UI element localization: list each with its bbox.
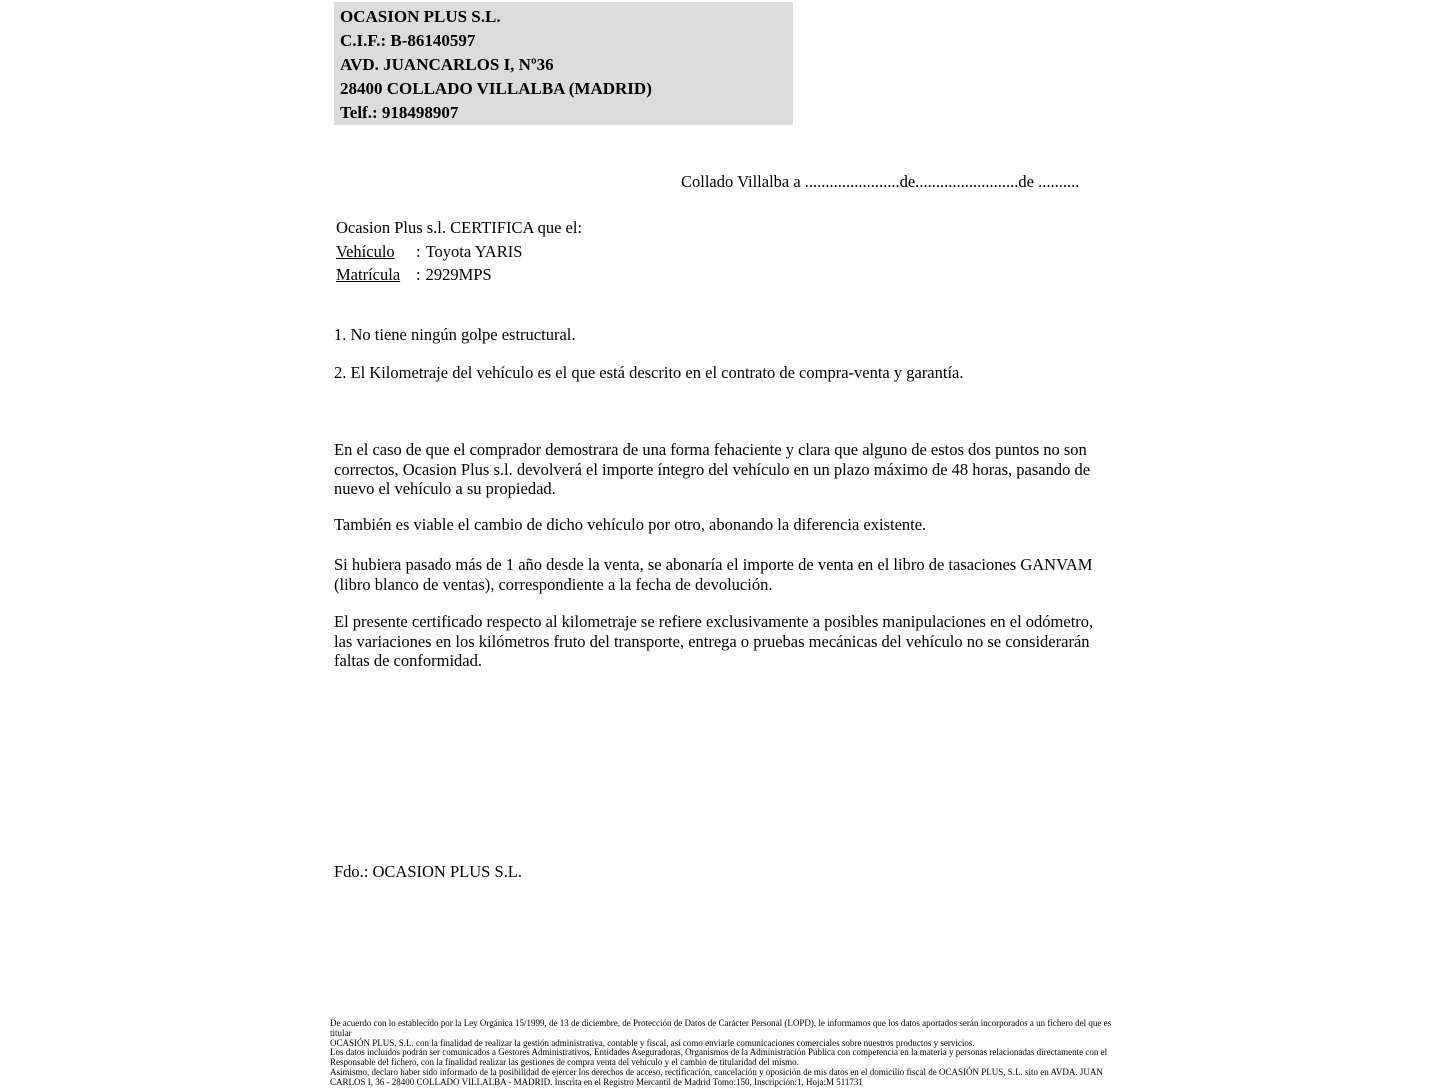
legal-footer <box>330 1019 1112 1088</box>
signature-line: Fdo.: OCASION PLUS S.L. <box>334 862 522 881</box>
plate-label: Matrícula <box>336 265 401 284</box>
plate-field-row <box>336 263 582 287</box>
vehicle-separator: : <box>416 241 421 261</box>
plate-value: 2929MPS <box>425 265 492 284</box>
plate-separator: : <box>416 265 421 284</box>
vehicle-label: Vehículo <box>336 241 395 261</box>
odometer-paragraph: El presente certificado respecto al kilometraje se refiere exclusivamente a posibles manipulaciones en el odómetro, las variaciones en los kilómetros fruto del transporte, entrega o pruebas mecánicas del vehículo no se considerarán faltas de conformidad. <box>334 612 1094 671</box>
ganvam-paragraph: Si hubiera pasado más de 1 año desde la venta, se abonaría el importe de venta en el libro de tasaciones GANVAM (libro blanco de ventas), correspondiente a la fecha de devolución. <box>334 555 1093 594</box>
certificate-point-1: 1. No tiene ningún golpe estructural. <box>334 325 576 344</box>
legal-line-1: De acuerdo con lo establecido por la Ley Orgánica 15/1999, de 13 de diciembre, de Protección de Datos de Carácter Personal (LOPD), le informamos que los datos aportados serán incorporados a un fichero del que es titular <box>330 1018 1112 1038</box>
certificate-intro: Ocasion Plus s.l. CERTIFICA que el: <box>336 218 583 237</box>
certificate-point-2: 2. El Kilometraje del vehículo es el que está descrito en el contrato de compra-venta y garantía. <box>334 363 964 382</box>
company-header-box <box>334 2 793 125</box>
exchange-paragraph: También es viable el cambio de dicho vehículo por otro, abonando la diferencia existente. <box>334 515 927 534</box>
vehicle-field-row <box>336 240 582 264</box>
company-address: AVD. JUANCARLOS I, Nº36 <box>340 55 554 74</box>
legal-line-2: OCASIÓN PLUS, S.L. con la finalidad de realizar la gestión administrativa, contable y fiscal, así como enviarle comunicaciones comerciales sobre nuestros productos y servicios. <box>330 1037 975 1048</box>
company-city: 28400 COLLADO VILLALBA (MADRID) <box>340 79 652 98</box>
legal-line-5: Asimismo, declaro haber sido informado de la posibilidad de ejercer los derechos de acceso, rectificación, cancelación y oposición de mis datos en el domicilio fiscal de OCASIÓN PLUS, S.L. sito en AVDA. JUAN <box>330 1066 1103 1077</box>
refund-paragraph: En el caso de que el comprador demostrara de una forma fehaciente y clara que alguno de estos dos puntos no son correctos, Ocasion Plus s.l. devolverá el importe íntegro del vehículo en un plazo máximo de 48 horas, pasando de nuevo el vehículo a su propiedad. <box>334 440 1091 499</box>
company-cif: C.I.F.: B-86140597 <box>340 31 476 50</box>
date-line: Collado Villalba a .......................de.........................de .......... <box>681 172 1080 191</box>
company-phone: Telf.: 918498907 <box>340 103 459 122</box>
legal-line-3: Los datos incluidos podrán ser comunicados a Gestores Administrativos, Entidades Aseguradoras, Organismos de la Administración Pública con competencia en la materia y personas relacionadas directamente con el <box>330 1047 1108 1058</box>
certificate-block <box>336 216 582 287</box>
legal-line-4: Responsable del fichero, con la finalidad realizar las gestiones de compra venta del vehículo y el cambio de titularidad del mismo. <box>330 1057 799 1068</box>
legal-line-6: CARLOS I, 36 - 28400 COLLADO VILLALBA - MADRID. Inscrita en el Registro Mercantil de Madrid Tomo:150, Inscripción:1, Hoja:M 511731 <box>330 1076 863 1087</box>
vehicle-value: Toyota YARIS <box>425 241 523 261</box>
company-name: OCASION PLUS S.L. <box>340 7 501 26</box>
